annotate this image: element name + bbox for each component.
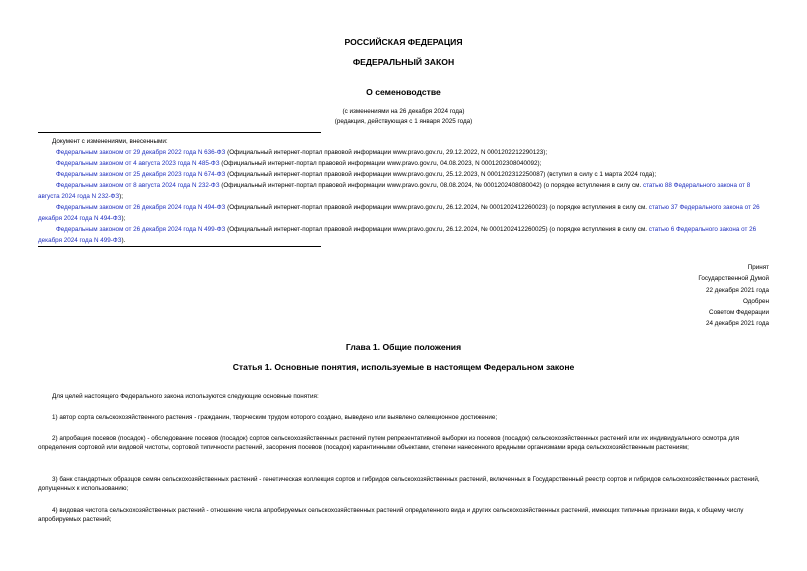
edition-item: Федеральным законом от 26 декабря 2024 года N 499-ФЗ (Официальный интернет-портал правовой информации www.pravo.gov.ru, 26.12.2024, № 0001202412260025) (о порядке вступления в силу см. статью 6 Федерального закона от 26 декабря 2024 года N 499-ФЗ). [38,226,757,244]
amending-law-link[interactable]: Федеральным законом от 26 декабря 2024 года N 494-ФЗ [56,204,226,211]
article-reference-link[interactable]: статью 6 Федерального закона от 26 декабря 2024 года N 499-ФЗ [38,226,757,244]
document-title: О семеноводстве [366,87,441,97]
amending-law-link[interactable]: Федеральным законом от 29 декабря 2022 года N 636-ФЗ [56,149,226,156]
article-paragraph: 4) видовая чистота сельскохозяйственных растений - отношение числа апробируемых сельскохозяйственных растений определенного вида и других сельскохозяйственных растений, имеющих типичные признаки вида, к общему числу апробируемых растений; [38,507,744,524]
document-type-heading: ФЕДЕРАЛЬНЫЙ ЗАКОН [352,57,455,67]
edition-item: Федеральным законом от 4 августа 2023 года N 485-ФЗ (Официальный интернет-портал правовой информации www.pravo.gov.ru, 04.08.2023, N 0001202308040092); [56,160,542,167]
edition-item: Федеральным законом от 8 августа 2024 года N 232-ФЗ (Официальный интернет-портал правовой информации www.pravo.gov.ru, 08.08.2024, № 0001202408080042) (о порядке вступления в силу см. статью 88 Федерального закона от 8 августа 2024 года N 232-ФЗ); [38,182,751,200]
chapter-heading: Глава 1. Общие положения [345,342,462,352]
acceptance-line: Государственной Думой [698,275,769,283]
top-divider [38,132,321,133]
edition-item: Федеральным законом от 25 декабря 2023 года N 674-ФЗ (Официальный интернет-портал правовой информации www.pravo.gov.ru, 25.12.2023, N 0001202312250087) (вступил в силу с 1 марта 2024 года); [56,171,657,178]
article-reference-link[interactable]: статью 88 Федерального закона от 8 августа 2024 года N 232-ФЗ [38,182,751,200]
amending-law-link[interactable]: Федеральным законом от 25 декабря 2023 года N 674-ФЗ [56,171,226,178]
article-paragraph: 2) апробация посевов (посадок) - обследование посевов (посадок) сортов сельскохозяйственных растений путем репрезентативной выборки из посевов (посадок) сельскохозяйственных растений или их индивидуального осмотра для определения сортовой или видовой чистоты, сортовой типичности растений, засорения посевов (посадок) карантинными объектами, степени нанесенного вредными организмами вреда сельскохозяйственным растениям; [38,435,740,452]
article-reference-link[interactable]: статью 37 Федерального закона от 26 декабря 2024 года N 494-ФЗ [38,204,760,222]
acceptance-line: 22 декабря 2021 года [706,286,769,294]
acceptance-line: 24 декабря 2021 года [706,320,769,328]
edition-item: Федеральным законом от 29 декабря 2022 года N 636-ФЗ (Официальный интернет-портал правовой информации www.pravo.gov.ru, 29.12.2022, N 0001202212290123); [56,149,548,156]
amendments-note: (с изменениями на 26 декабря 2024 года) [342,108,465,115]
article-heading: Статья 1. Основные понятия, используемые в настоящем Федеральном законе [232,362,575,372]
edition-note: (редакция, действующая с 1 января 2025 года) [334,118,473,125]
article-paragraph: 1) автор сорта сельскохозяйственного растения - гражданин, творческим трудом которого создано, выведено или выявлено селекционное достижение; [52,414,498,421]
amending-law-link[interactable]: Федеральным законом от 4 августа 2023 года N 485-ФЗ [56,160,220,167]
amending-law-link[interactable]: Федеральным законом от 26 декабря 2024 года N 499-ФЗ [56,226,226,233]
acceptance-line: Принят [747,264,769,271]
editions-list [38,136,770,246]
article-paragraph: Для целей настоящего Федерального закона используются следующие основные понятия: [52,393,319,400]
acceptance-line: Одобрен [742,297,769,305]
bottom-divider [38,246,321,247]
edition-item: Федеральным законом от 26 декабря 2024 года N 494-ФЗ (Официальный интернет-портал правовой информации www.pravo.gov.ru, 26.12.2024, № 0001202412260023) (о порядке вступления в силу см. статью 37 Федерального закона от 26 декабря 2024 года N 494-ФЗ); [38,204,760,222]
acceptance-block [569,262,769,330]
acceptance-line: Советом Федерации [709,309,769,317]
amending-law-link[interactable]: Федеральным законом от 8 августа 2024 года N 232-ФЗ [56,182,220,189]
country-heading: РОССИЙСКАЯ ФЕДЕРАЦИЯ [344,37,463,47]
editions-intro: Документ с изменениями, внесенными: [52,138,168,145]
article-paragraph: 3) банк стандартных образцов семян сельскохозяйственных растений - генетическая коллекция сортов и гибридов сельскохозяйственных растений, включенных в Государственный реестр сортов и гибридов сельскохозяйственных растений, допущенных к использованию; [38,476,760,493]
